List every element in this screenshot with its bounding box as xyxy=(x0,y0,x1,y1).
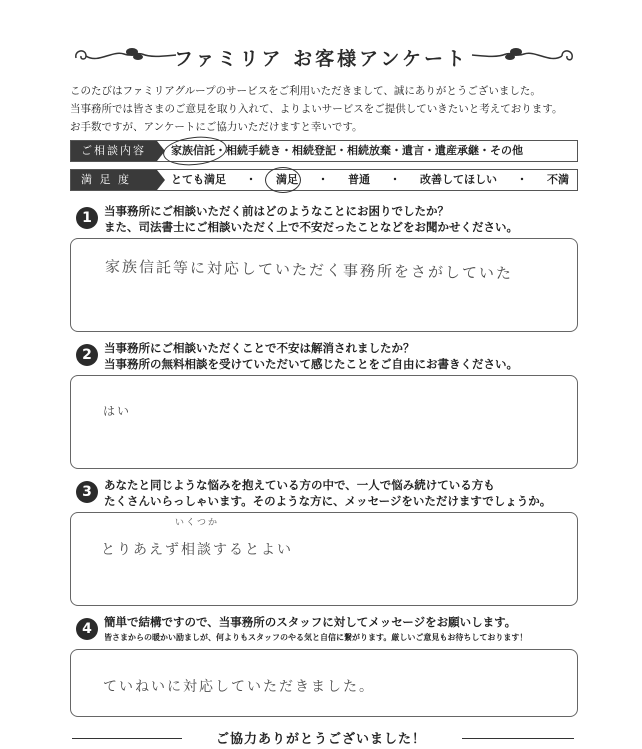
question-2-text xyxy=(104,340,518,372)
question-number-badge: 1 xyxy=(76,207,98,229)
intro-text xyxy=(70,82,590,136)
arrow-icon xyxy=(157,170,165,190)
question-line: また、司法書士にご相談いただく上で不安だったことなどをお聞かせください。 xyxy=(104,220,518,234)
satisfaction-option[interactable]: 満足 xyxy=(276,173,298,186)
question-number-badge: 2 xyxy=(76,344,98,366)
answer-box-1[interactable] xyxy=(70,238,578,332)
satisfaction-option[interactable]: とても満足 xyxy=(171,173,226,186)
question-line: 当事務所にご相談いただく前はどのようなことにお困りでしたか？ xyxy=(104,204,449,218)
separator: ・ xyxy=(389,173,401,186)
intro-line: 当事務所では皆さまのご意見を取り入れて、よりよいサービスをご提供していきたいと考えております。 xyxy=(70,103,563,115)
question-3-text xyxy=(104,477,551,509)
footer-right-rule xyxy=(462,738,574,739)
footer-thanks: ご協力ありがとうございました！ xyxy=(215,732,426,747)
separator: ・ xyxy=(245,173,257,186)
question-4-text xyxy=(104,614,527,646)
intro-line: このたびはファミリアグループのサービスをご利用いただきまして、誠にありがとうございました。 xyxy=(70,85,541,97)
answer-1: 家族信託等に対応していただく事務所をさがしていた xyxy=(104,257,514,283)
satisfaction-row xyxy=(70,169,578,191)
separator: ・ xyxy=(516,173,528,186)
answer-box-2[interactable] xyxy=(70,375,578,469)
answer-4: ていねいに対応していただきました。 xyxy=(103,679,375,695)
question-line: 当事務所の無料相談を受けていただいて感じたことをご自由にお書きください。 xyxy=(104,357,518,371)
intro-line: お手数ですが、アンケートにご協力いただけますと幸いです。 xyxy=(70,121,363,133)
satisfaction-label: 満 足 度 xyxy=(71,170,157,190)
separator: ・ xyxy=(317,173,329,186)
satisfaction-option[interactable]: 改善してほしい xyxy=(420,173,497,186)
right-ornament-icon xyxy=(468,42,576,68)
question-note: 皆さまからの暖かい励ましが、何よりもスタッフのやる気と自信に繋がります。厳しいご意見もお待ちしております！ xyxy=(104,633,528,642)
satisfaction-option[interactable]: 普通 xyxy=(348,173,370,186)
question-line: たくさんいらっしゃいます。そのような方に、メッセージをいただけますでしょうか。 xyxy=(104,494,552,508)
answer-2: はい xyxy=(103,404,132,418)
answer-box-4[interactable] xyxy=(70,649,578,717)
answer-box-3[interactable] xyxy=(70,512,578,606)
selected-satisfaction-circle xyxy=(265,167,301,193)
title-row xyxy=(0,40,642,74)
consultation-category-row xyxy=(70,140,578,162)
category-options: 家族信託・相続手続き・相続登記・相続放棄・遺言・遺産承継・その他 xyxy=(171,144,523,157)
page-title: ファミリア お客様アンケート xyxy=(173,48,469,70)
answer-3: とりあえず相談するとよい xyxy=(101,542,293,558)
satisfaction-options xyxy=(171,170,569,190)
question-1-text xyxy=(104,203,518,235)
selected-category-circle xyxy=(162,134,229,169)
answer-3-annotation: いくつか xyxy=(175,518,220,528)
question-line: 簡単で結構ですので、当事務所のスタッフに対してメッセージをお願いします。 xyxy=(104,615,517,629)
question-line: 当事務所にご相談いただくことで不安は解消されましたか？ xyxy=(104,341,415,355)
satisfaction-option[interactable]: 不満 xyxy=(547,173,569,186)
question-line: あなたと同じような悩みを抱えている方の中で、一人で悩み続けている方も xyxy=(104,478,495,492)
question-number-badge: 3 xyxy=(76,481,98,503)
question-number-badge: 4 xyxy=(76,618,98,640)
category-label: ご相談内容 xyxy=(71,141,157,161)
